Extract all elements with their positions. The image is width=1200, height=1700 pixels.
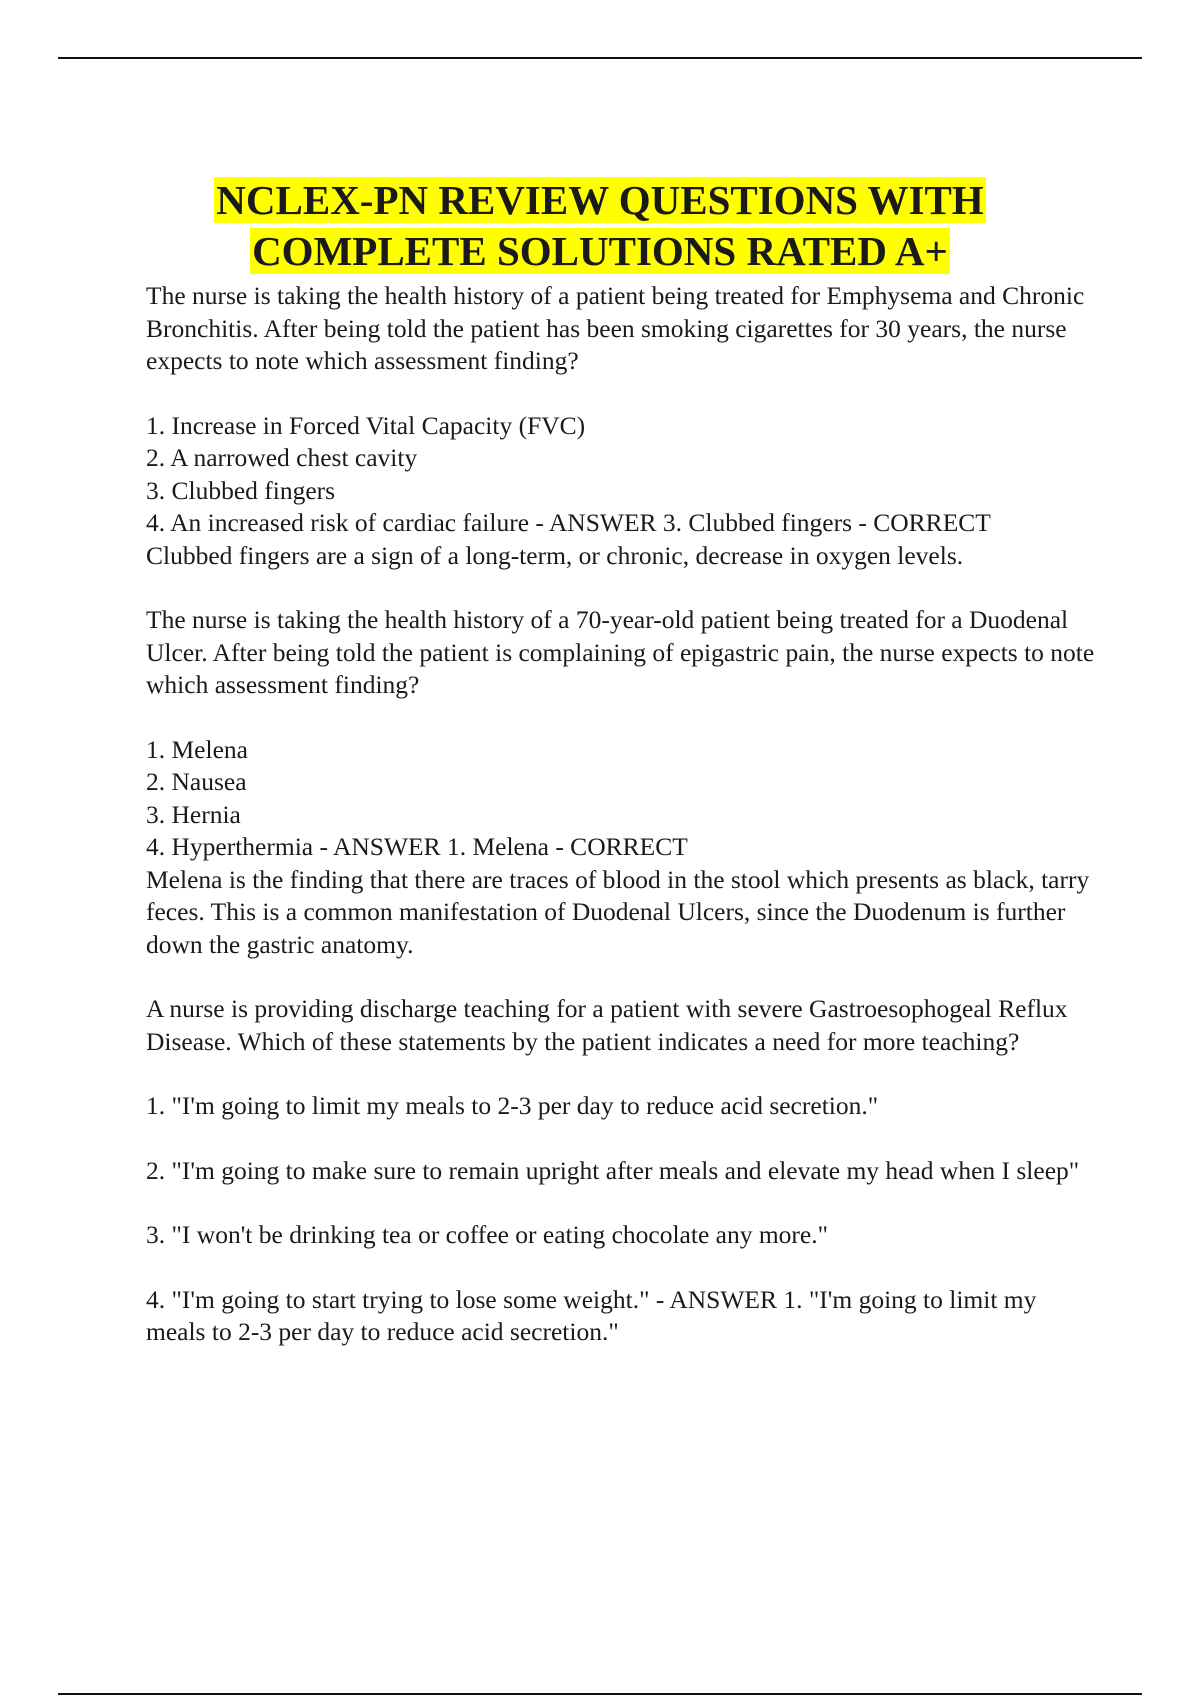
option-4-with-answer: 4. "I'm going to start trying to lose some weight." - ANSWER 1. "I'm going to limit my meals to 2-3 per day to reduce acid secretion.": [146, 1284, 1037, 1346]
option-1: 1. Increase in Forced Vital Capacity (FVC): [146, 410, 586, 440]
option-2: 2. "I'm going to make sure to remain upright after meals and elevate my head when I sleep": [146, 1155, 1080, 1185]
question-1: [146, 280, 1096, 572]
answer-explanation: Clubbed fingers are a sign of a long-term, or chronic, decrease in oxygen levels.: [146, 540, 964, 570]
question-3: [146, 993, 1096, 1349]
title-line-2: COMPLETE SOLUTIONS RATED A+: [252, 228, 948, 275]
option-3: 3. "I won't be drinking tea or coffee or eating chocolate any more.": [146, 1220, 829, 1249]
answer-explanation: Melena is the finding that there are traces of blood in the stool which presents as black, tarry feces. This is a common manifestation of Duodenal Ulcers, since the Duodenum is further down the gastric anatomy.: [146, 864, 1090, 959]
option-1: 1. Melena: [146, 734, 248, 764]
option-3: 3. Clubbed fingers: [146, 475, 336, 505]
answer-options: [146, 734, 1096, 962]
question-text: The nurse is taking the health history of a patient being treated for Emphysema and Chronic Bronchitis. After being told the patient has been smoking cigarettes for 30 years, the nurse expects to note which assessment finding?: [146, 281, 1085, 375]
option-2: 2. Nausea: [146, 767, 247, 796]
option-3: 3. Hernia: [146, 799, 241, 829]
bottom-divider: [58, 1693, 1142, 1695]
document-body: [146, 280, 1096, 1381]
title-line-1: NCLEX-PN REVIEW QUESTIONS WITH: [216, 177, 984, 224]
question-2: [146, 604, 1096, 961]
question-text: The nurse is taking the health history of a 70-year-old patient being treated for a Duodenal Ulcer. After being told the patient is complaining of epigastric pain, the nurse expects to note which assessment finding?: [146, 605, 1095, 699]
answer-options: [146, 1090, 1096, 1349]
page-title: [0, 175, 1200, 277]
question-text: A nurse is providing discharge teaching for a patient with severe Gastroesophogeal Reflux Disease. Which of these statements by the patient indicates a need for more teaching?: [146, 994, 1068, 1056]
option-1: 1. "I'm going to limit my meals to 2-3 per day to reduce acid secretion.": [146, 1091, 879, 1120]
option-4-with-answer: 4. An increased risk of cardiac failure - ANSWER 3. Clubbed fingers - CORRECT: [146, 508, 991, 537]
option-2: 2. A narrowed chest cavity: [146, 443, 418, 472]
top-divider: [58, 57, 1142, 59]
option-4-with-answer: 4. Hyperthermia - ANSWER 1. Melena - CORRECT: [146, 832, 688, 861]
answer-options: [146, 410, 1096, 573]
